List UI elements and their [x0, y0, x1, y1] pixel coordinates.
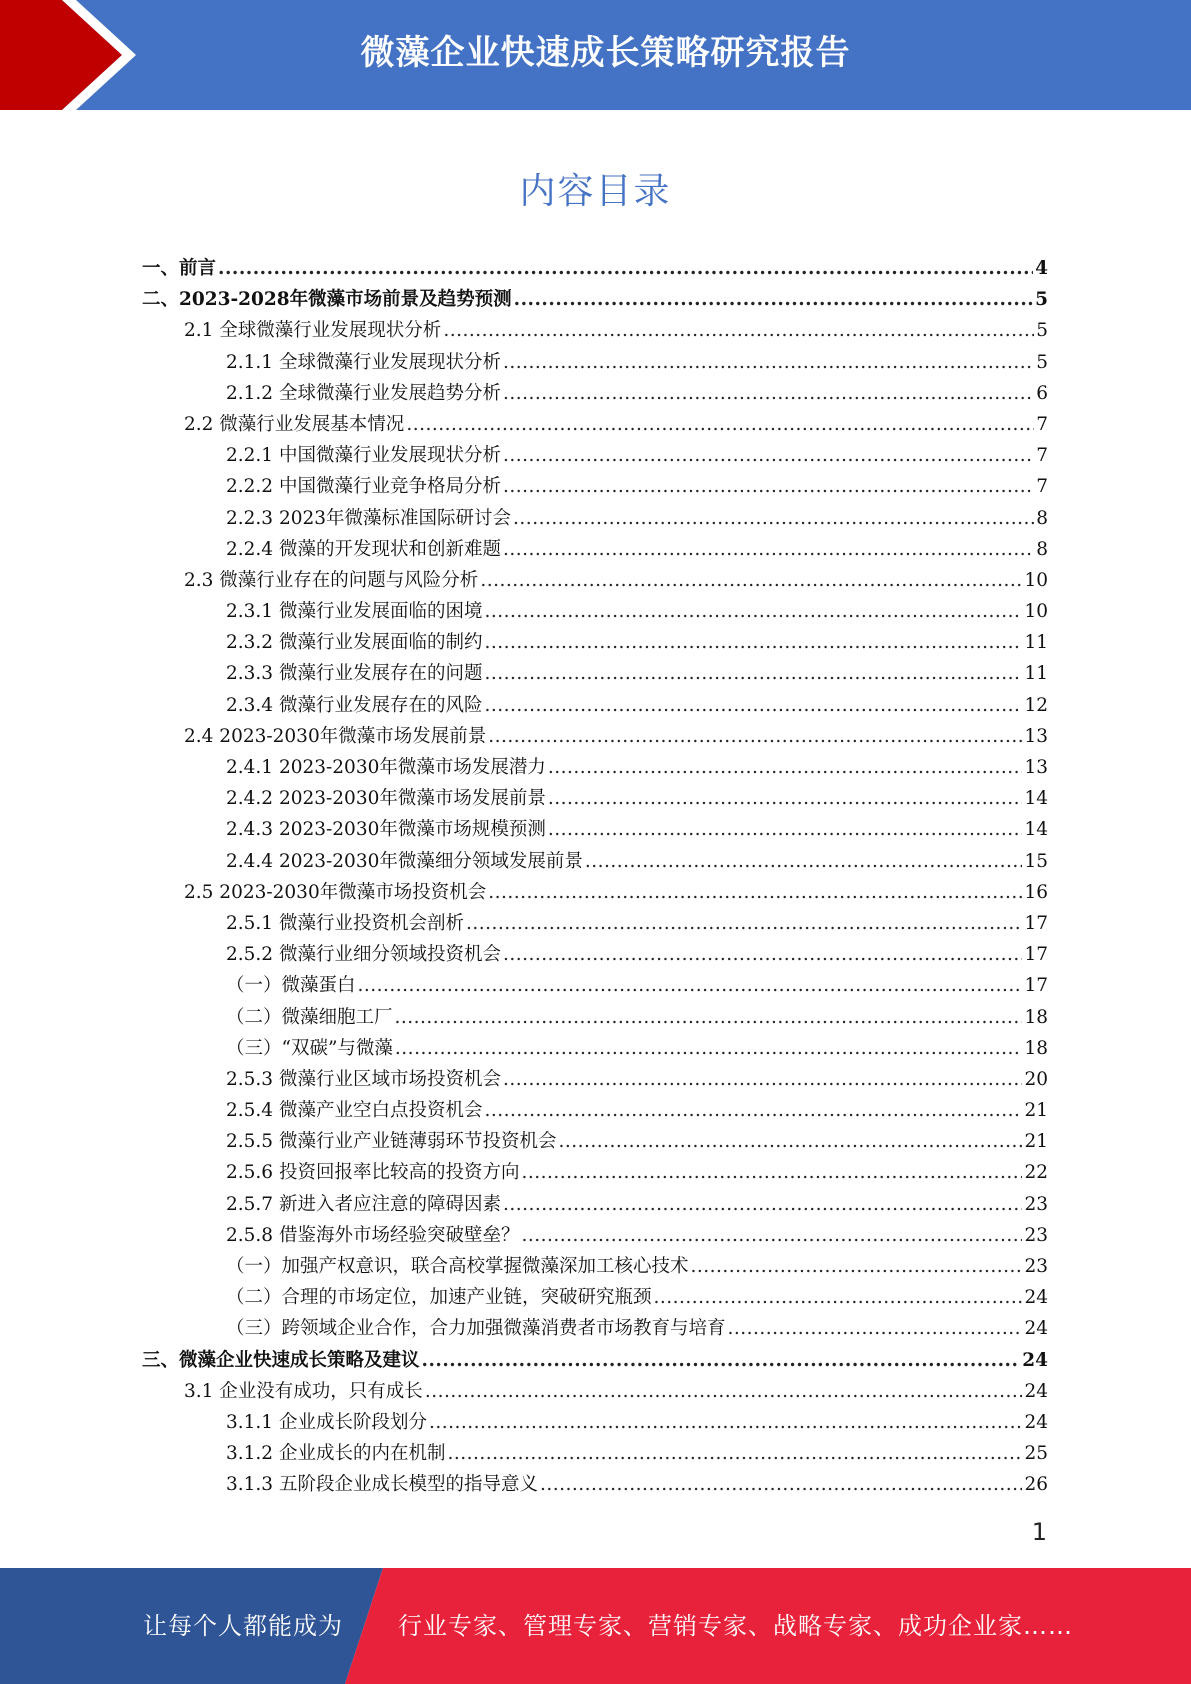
toc-entry-title: 2.2.1 中国微藻行业发展现状分析 — [226, 445, 501, 467]
toc-dot-leader — [425, 1376, 1023, 1407]
toc-dot-leader — [422, 1345, 1021, 1376]
toc-entry-title: 2.5.2 微藻行业细分领域投资机会 — [226, 944, 501, 966]
toc-entry-page: 6 — [1036, 382, 1048, 404]
toc-dot-leader — [395, 1033, 1023, 1064]
toc-entry[interactable] — [142, 1376, 1048, 1407]
toc-entry-page: 17 — [1024, 975, 1048, 997]
toc-entry[interactable] — [142, 1002, 1048, 1033]
toc-entry-page: 17 — [1024, 944, 1048, 966]
toc-entry[interactable] — [142, 409, 1048, 440]
toc-dot-leader — [513, 503, 1034, 534]
toc-dot-leader — [691, 1251, 1023, 1282]
toc-entry[interactable] — [142, 1157, 1048, 1188]
toc-entry[interactable] — [142, 315, 1048, 346]
toc-entry[interactable] — [142, 1438, 1048, 1469]
toc-entry-title: 2.4.4 2023-2030年微藻细分领域发展前景 — [226, 850, 583, 872]
toc-entry-title: 2.4 2023-2030年微藻市场发展前景 — [184, 725, 487, 747]
toc-dot-leader — [503, 440, 1034, 471]
toc-entry-page: 5 — [1036, 351, 1048, 373]
toc-entry-page: 10 — [1024, 569, 1048, 591]
toc-dot-leader — [466, 908, 1022, 939]
toc-entry-title: 2.5.8 借鉴海外市场经验突破壁垒？ — [226, 1224, 520, 1246]
toc-entry-page: 11 — [1024, 632, 1048, 654]
toc-dot-leader — [484, 658, 1022, 689]
toc-entry-page: 24 — [1024, 1318, 1048, 1340]
toc-entry-title: 2.4.2 2023-2030年微藻市场发展前景 — [226, 788, 546, 810]
toc-entry-page: 11 — [1024, 663, 1048, 685]
toc-dot-leader — [503, 347, 1034, 378]
toc-entry[interactable] — [142, 846, 1048, 877]
toc-entry-title: 2.3.3 微藻行业发展存在的问题 — [226, 663, 483, 685]
toc-entry-page: 14 — [1024, 788, 1048, 810]
toc-entry-title: 2.5.4 微藻产业空白点投资机会 — [226, 1100, 483, 1122]
toc-entry-page: 10 — [1024, 601, 1048, 623]
toc-entry-page: 16 — [1024, 881, 1048, 903]
toc-dot-leader — [358, 970, 1023, 1001]
toc-entry-title: 2.4.1 2023-2030年微藻市场发展潜力 — [226, 757, 546, 778]
toc-dot-leader — [540, 1469, 1022, 1500]
toc-entry-page: 8 — [1036, 538, 1048, 560]
toc-dot-leader — [548, 752, 1023, 783]
toc-entry-page: 18 — [1024, 1037, 1048, 1059]
toc-entry[interactable] — [142, 970, 1048, 1001]
toc-entry[interactable] — [142, 1126, 1048, 1157]
toc-dot-leader — [503, 471, 1034, 502]
toc-entry-page: 5 — [1036, 320, 1048, 342]
toc-entry[interactable] — [142, 690, 1048, 721]
toc-dot-leader — [514, 284, 1033, 315]
toc-entry-title: （三）“双碳”与微藻 — [226, 1037, 393, 1059]
toc-entry-title: 2.5.1 微藻行业投资机会剖析 — [226, 912, 464, 934]
toc-dot-leader — [443, 315, 1034, 346]
toc-dot-leader — [585, 846, 1023, 877]
toc-entry[interactable] — [142, 814, 1048, 845]
toc-entry-title: 2.2 微藻行业发展基本情况 — [184, 413, 405, 435]
toc-dot-leader — [395, 1002, 1023, 1033]
toc-dot-leader — [218, 253, 1033, 284]
toc-dot-leader — [429, 1407, 1022, 1438]
toc-entry-title: 2.3.1 微藻行业发展面临的困境 — [226, 601, 483, 623]
toc-entry-title: 2.5 2023-2030年微藻市场投资机会 — [184, 881, 487, 903]
toc-entry-page: 24 — [1024, 1380, 1048, 1402]
toc-dot-leader — [503, 1189, 1022, 1220]
toc-dot-leader — [488, 877, 1022, 908]
footer-slogan-left: 让每个人都能成为 — [143, 1612, 343, 1640]
toc-entry-page: 24 — [1022, 1349, 1048, 1371]
toc-entry[interactable] — [142, 939, 1048, 970]
toc-entry[interactable] — [142, 1469, 1048, 1500]
toc-entry[interactable] — [142, 471, 1048, 502]
toc-entry[interactable] — [142, 1407, 1048, 1438]
toc-entry-page: 21 — [1024, 1100, 1048, 1122]
page-number: 1 — [1031, 1518, 1047, 1546]
toc-entry-page: 17 — [1024, 912, 1048, 934]
toc-dot-leader — [488, 721, 1022, 752]
toc-entry[interactable] — [142, 721, 1048, 752]
toc-entry-page: 25 — [1024, 1443, 1048, 1465]
toc-entry-title: 二、2023-2028年微藻市场前景及趋势预测 — [142, 289, 512, 311]
toc-entry-page: 13 — [1024, 725, 1048, 747]
toc-entry[interactable] — [142, 1220, 1048, 1251]
toc-dot-leader — [654, 1282, 1023, 1313]
toc-entry-title: 3.1 企业没有成功，只有成长 — [184, 1380, 423, 1402]
toc-entry-title: 2.5.5 微藻行业产业链薄弱环节投资机会 — [226, 1131, 557, 1153]
toc-entry[interactable] — [142, 284, 1048, 315]
toc-dot-leader — [484, 1095, 1022, 1126]
toc-entry[interactable] — [142, 1033, 1048, 1064]
toc-entry-title: 2.3.2 微藻行业发展面临的制约 — [226, 632, 483, 654]
toc-dot-leader — [480, 565, 1022, 596]
toc-entry-title: （二）合理的市场定位，加速产业链，突破研究瓶颈 — [226, 1287, 652, 1309]
toc-dot-leader — [521, 1157, 1022, 1188]
toc-entry[interactable] — [142, 253, 1048, 284]
table-of-contents — [142, 253, 1048, 1501]
toc-entry-page: 23 — [1024, 1224, 1048, 1246]
toc-entry[interactable] — [142, 440, 1048, 471]
toc-entry-page: 24 — [1024, 1411, 1048, 1433]
toc-entry-title: 3.1.3 五阶段企业成长模型的指导意义 — [226, 1474, 538, 1496]
toc-entry-title: 2.5.7 新进入者应注意的障碍因素 — [226, 1193, 501, 1215]
toc-dot-leader — [548, 814, 1023, 845]
toc-dot-leader — [503, 939, 1022, 970]
toc-dot-leader — [503, 534, 1034, 565]
toc-entry-page: 4 — [1035, 258, 1048, 279]
toc-entry[interactable] — [142, 1251, 1048, 1282]
toc-entry-title: 三、微藻企业快速成长策略及建议 — [142, 1349, 420, 1371]
toc-entry-page: 18 — [1024, 1006, 1048, 1028]
report-title: 微藻企业快速成长策略研究报告 — [360, 33, 851, 73]
toc-entry[interactable] — [142, 627, 1048, 658]
toc-entry-title: 2.5.3 微藻行业区域市场投资机会 — [226, 1068, 501, 1090]
toc-entry-title: 2.2.4 微藻的开发现状和创新难题 — [226, 538, 501, 560]
toc-entry-page: 21 — [1024, 1131, 1048, 1153]
toc-entry[interactable] — [142, 908, 1048, 939]
toc-entry-page: 13 — [1024, 757, 1048, 778]
toc-entry-title: 2.2.3 2023年微藻标准国际研讨会 — [226, 507, 512, 529]
toc-entry-title: 一、前言 — [142, 258, 217, 279]
toc-entry[interactable] — [142, 1313, 1048, 1344]
toc-entry-title: （一）微藻蛋白 — [226, 975, 356, 997]
toc-dot-leader — [406, 409, 1034, 440]
toc-dot-leader — [521, 1220, 1022, 1251]
toc-entry[interactable] — [142, 1064, 1048, 1095]
toc-heading: 内容目录 — [519, 171, 672, 212]
toc-entry[interactable] — [142, 1095, 1048, 1126]
toc-entry-page: 26 — [1024, 1474, 1048, 1496]
toc-entry-page: 8 — [1036, 507, 1048, 529]
toc-entry[interactable] — [142, 783, 1048, 814]
toc-entry-page: 23 — [1024, 1193, 1048, 1215]
toc-entry-title: 2.1 全球微藻行业发展现状分析 — [184, 320, 442, 342]
toc-entry-page: 12 — [1024, 694, 1048, 716]
toc-entry[interactable] — [142, 596, 1048, 627]
toc-entry[interactable] — [142, 752, 1048, 783]
toc-entry[interactable] — [142, 503, 1048, 534]
toc-entry[interactable] — [142, 1189, 1048, 1220]
toc-entry-title: 2.5.6 投资回报率比较高的投资方向 — [226, 1162, 520, 1184]
footer-slogan-right: 行业专家、管理专家、营销专家、战略专家、成功企业家…… — [398, 1612, 1073, 1640]
toc-entry[interactable] — [142, 877, 1048, 908]
toc-entry-title: 2.3 微藻行业存在的问题与风险分析 — [184, 569, 479, 591]
toc-entry-title: 2.1.1 全球微藻行业发展现状分析 — [226, 351, 501, 373]
toc-dot-leader — [558, 1126, 1022, 1157]
toc-entry-title: 2.4.3 2023-2030年微藻市场规模预测 — [226, 819, 546, 841]
toc-entry-title: 2.2.2 中国微藻行业竞争格局分析 — [226, 476, 501, 498]
toc-entry[interactable] — [142, 347, 1048, 378]
toc-entry[interactable] — [142, 1282, 1048, 1313]
toc-entry-title: 2.1.2 全球微藻行业发展趋势分析 — [226, 382, 501, 404]
toc-entry-page: 24 — [1024, 1287, 1048, 1309]
toc-entry-page: 7 — [1036, 476, 1048, 498]
toc-entry-title: （一）加强产权意识，联合高校掌握微藻深加工核心技术 — [226, 1256, 689, 1277]
toc-dot-leader — [728, 1313, 1023, 1344]
toc-dot-leader — [548, 783, 1023, 814]
toc-entry[interactable] — [142, 658, 1048, 689]
toc-entry-page: 20 — [1024, 1068, 1048, 1090]
toc-entry-page: 15 — [1024, 850, 1048, 872]
toc-dot-leader — [484, 627, 1022, 658]
toc-entry[interactable] — [142, 534, 1048, 565]
toc-entry-page: 23 — [1024, 1256, 1048, 1277]
report-header — [0, 0, 1191, 110]
toc-entry-title: 3.1.2 企业成长的内在机制 — [226, 1443, 446, 1465]
toc-entry-page: 7 — [1036, 413, 1048, 435]
report-footer — [0, 1568, 1191, 1684]
toc-dot-leader — [503, 378, 1034, 409]
toc-dot-leader — [447, 1438, 1022, 1469]
toc-entry-page: 14 — [1024, 819, 1048, 841]
toc-entry[interactable] — [142, 378, 1048, 409]
toc-entry[interactable] — [142, 1345, 1048, 1376]
toc-entry-title: （二）微藻细胞工厂 — [226, 1006, 393, 1028]
toc-entry-title: 3.1.1 企业成长阶段划分 — [226, 1411, 427, 1433]
toc-entry-title: （三）跨领域企业合作，合力加强微藻消费者市场教育与培育 — [226, 1318, 726, 1340]
toc-entry-page: 5 — [1035, 289, 1048, 311]
toc-dot-leader — [484, 596, 1022, 627]
toc-dot-leader — [484, 690, 1022, 721]
toc-entry[interactable] — [142, 565, 1048, 596]
toc-entry-page: 22 — [1024, 1162, 1048, 1184]
toc-dot-leader — [503, 1064, 1022, 1095]
toc-entry-page: 7 — [1036, 445, 1048, 467]
toc-entry-title: 2.3.4 微藻行业发展存在的风险 — [226, 694, 483, 716]
